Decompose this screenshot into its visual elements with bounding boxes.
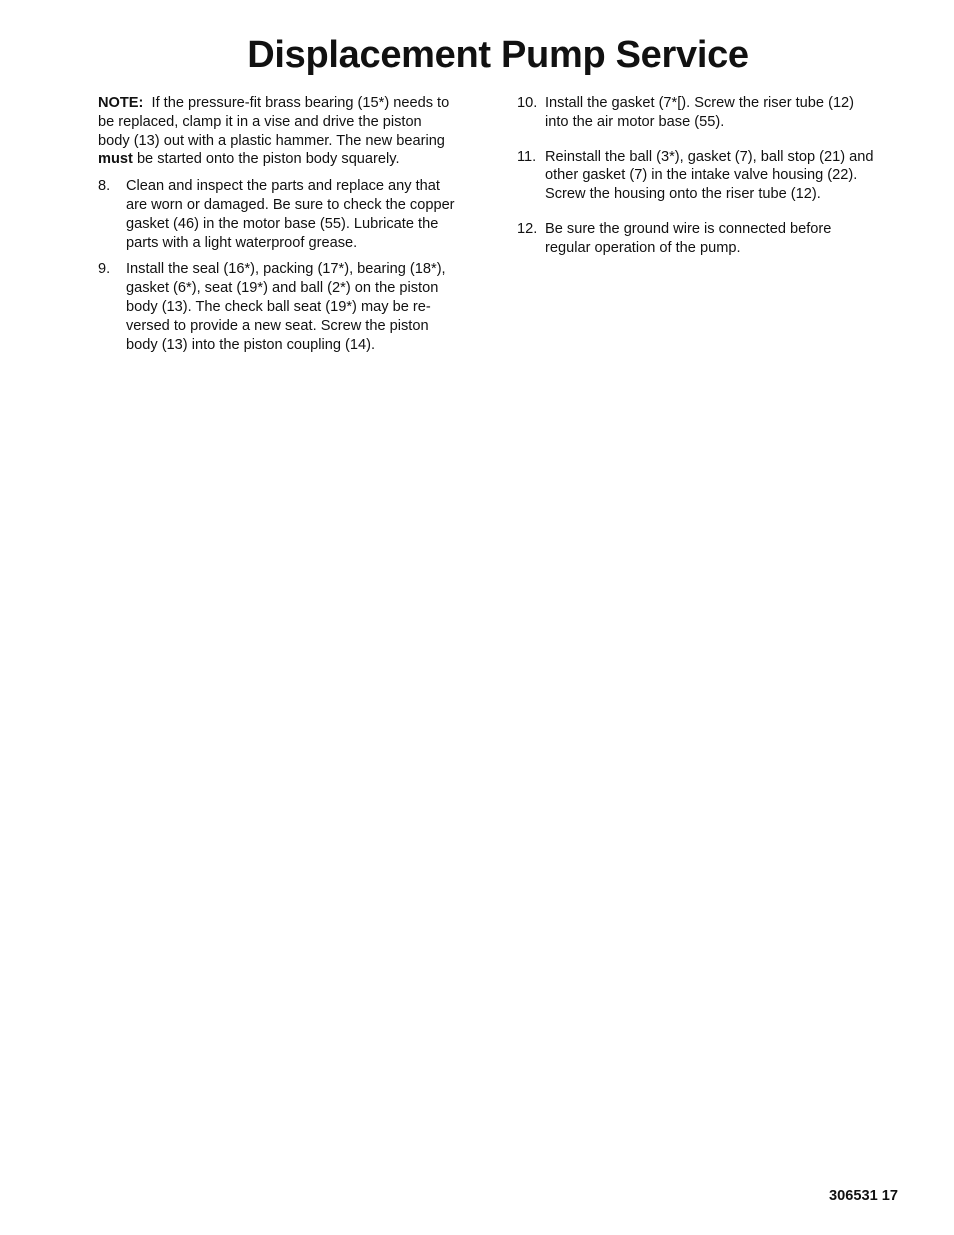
step-line: Be sure the ground wire is connected before [545, 220, 832, 237]
step-item [98, 177, 483, 252]
step-line: are worn or damaged. Be sure to check the copper [126, 196, 455, 213]
step-line: body (13) into the piston coupling (14). [126, 336, 376, 353]
step-line: Reinstall the ball (3*), gasket (7), ball stop (21) and [545, 148, 874, 165]
note-paragraph [98, 94, 483, 169]
step-line: Clean and inspect the parts and replace any that [126, 178, 440, 195]
step-line: gasket (46) in the motor base (55). Lubricate the [126, 215, 439, 232]
note-emphasis: must [98, 151, 133, 168]
step-number: 10. [517, 95, 538, 111]
note-line [98, 94, 483, 113]
step-item [517, 94, 902, 132]
page-footer: 306531 17 [829, 1188, 898, 1204]
note-text: If the pressure-fit brass bearing (15*) needs to [151, 95, 450, 111]
step-item [517, 148, 902, 204]
step-line: body (13). The check ball seat (19*) may be re- [126, 298, 431, 315]
step-number: 12. [517, 220, 538, 237]
step-line: Install the seal (16*), packing (17*), bearing (18*), [126, 261, 446, 278]
note-text: be started onto the piston body squarely. [136, 151, 400, 168]
step-item [517, 220, 902, 258]
step-line: into the air motor base (55). [545, 113, 725, 130]
note-line: be replaced, clamp it in a vise and drive the piston [98, 113, 422, 130]
step-line: parts with a light waterproof grease. [126, 234, 358, 251]
step-line: other gasket (7) in the intake valve housing (22). [545, 167, 858, 184]
step-number: 8. [98, 178, 111, 195]
step-item [98, 260, 483, 354]
step-line: versed to provide a new seat. Screw the piston [126, 317, 429, 334]
left-column [98, 94, 483, 362]
step-number: 9. [98, 261, 111, 278]
step-line: Install the gasket (7*[). Screw the riser tube (12) [545, 95, 855, 111]
step-line: regular operation of the pump. [545, 239, 741, 256]
note-line: body (13) out with a plastic hammer. The new bearing [98, 132, 445, 149]
step-line: gasket (6*), seat (19*) and ball (2*) on the piston [126, 280, 439, 297]
note-line [98, 150, 483, 169]
note-label: NOTE: [98, 95, 144, 111]
step-number: 11. [517, 148, 537, 165]
step-line: Screw the housing onto the riser tube (12). [545, 186, 821, 203]
right-column [517, 94, 902, 274]
page-title: Displacement Pump Service [247, 34, 749, 76]
